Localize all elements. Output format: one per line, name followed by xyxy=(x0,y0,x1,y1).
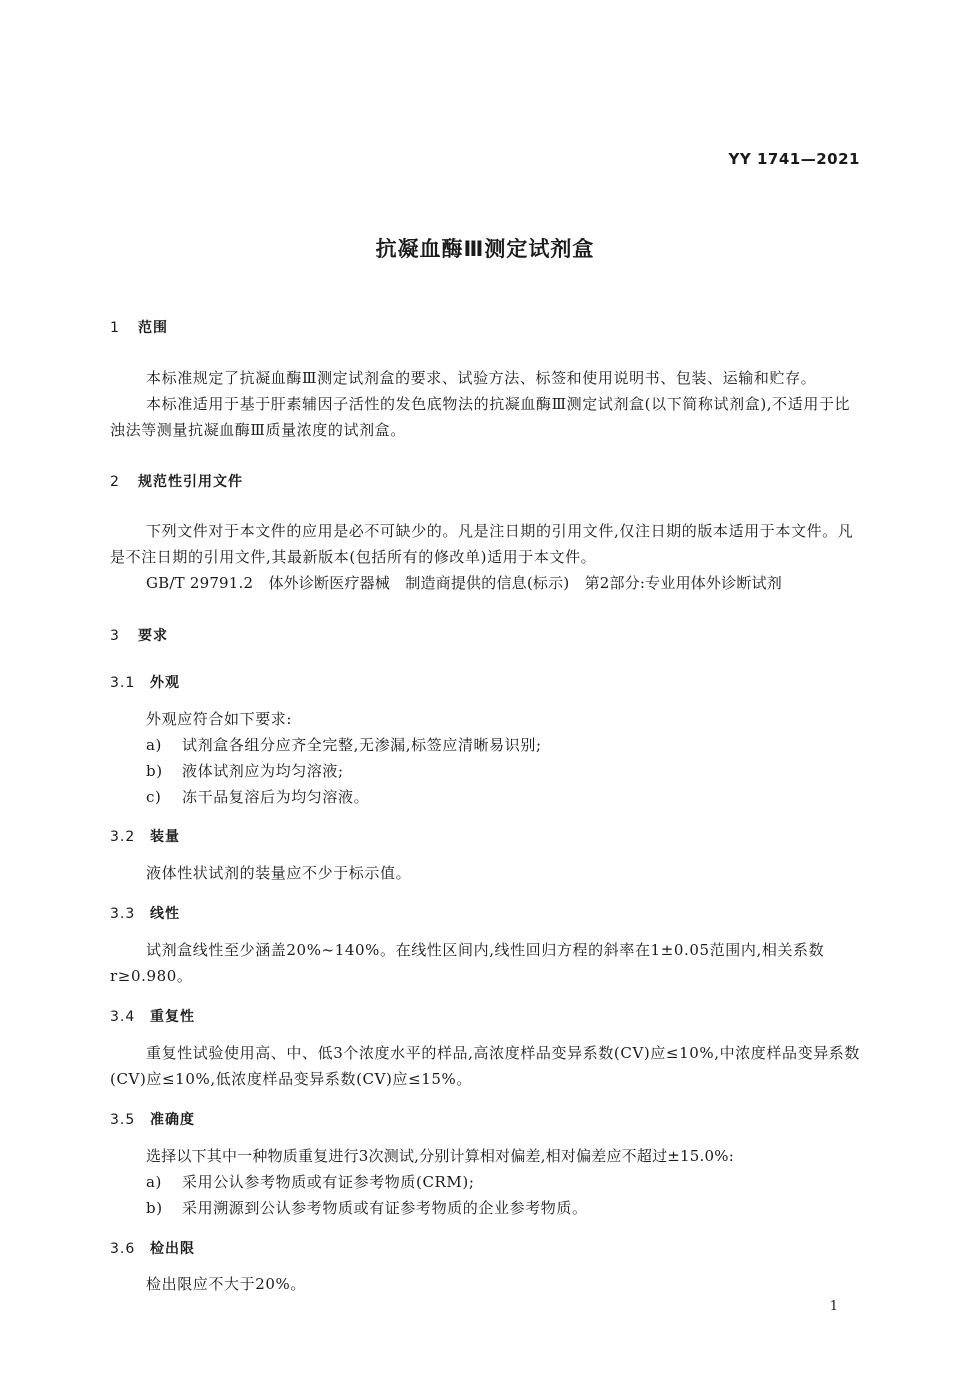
list-marker: a) xyxy=(146,736,162,754)
list-item xyxy=(146,1169,475,1195)
section-title: 范围 xyxy=(138,320,168,336)
section-title: 外观 xyxy=(150,675,180,691)
list-text: 冻干品复溶后为均匀溶液。 xyxy=(182,788,370,806)
subsection-heading-3-5 xyxy=(110,1109,195,1129)
paragraph: 液体性状试剂的装量应不少于标示值。 xyxy=(146,864,412,882)
section-heading-1 xyxy=(110,317,168,337)
section-heading-3 xyxy=(110,625,168,645)
list-marker: c) xyxy=(146,788,162,806)
list-text: 试剂盒各组分应齐全完整,无渗漏,标签应清晰易识别; xyxy=(182,736,542,754)
section-number: 3.2 xyxy=(110,829,136,845)
subsection-heading-3-6 xyxy=(110,1238,195,1258)
paragraph: 检出限应不大于20%。 xyxy=(146,1275,306,1293)
list-item xyxy=(146,758,344,784)
section-number: 3.1 xyxy=(110,675,136,691)
paragraph: 选择以下其中一种物质重复进行3次测试,分别计算相对偏差,相对偏差应不超过±15.0%: xyxy=(146,1147,734,1165)
section-number: 1 xyxy=(110,320,120,336)
document-title: 抗凝血酶Ⅲ测定试剂盒 xyxy=(375,237,595,261)
standard-number: YY 1741—2021 xyxy=(728,150,860,168)
section-title: 重复性 xyxy=(150,1009,195,1025)
section-title: 要求 xyxy=(138,628,168,644)
paragraph: 本标准适用于基于肝素辅因子活性的发色底物法的抗凝血酶Ⅲ测定试剂盒(以下简称试剂盒),不适用于比浊法等测量抗凝血酶Ⅲ质量浓度的试剂盒。 xyxy=(110,395,851,439)
section-number: 3.6 xyxy=(110,1241,136,1257)
paragraph: 外观应符合如下要求: xyxy=(146,710,293,728)
subsection-heading-3-2 xyxy=(110,826,180,846)
subsection-heading-3-3 xyxy=(110,903,180,923)
paragraph: 本标准规定了抗凝血酶Ⅲ测定试剂盒的要求、试验方法、标签和使用说明书、包装、运输和贮存。 xyxy=(146,369,817,387)
section-title: 准确度 xyxy=(150,1112,195,1128)
list-marker: b) xyxy=(146,1199,163,1217)
section-number: 3.4 xyxy=(110,1009,136,1025)
normative-reference: GB/T 29791.2 体外诊断医疗器械 制造商提供的信息(标示) 第2部分:专业用体外诊断试剂 xyxy=(146,574,782,592)
list-text: 采用溯源到公认参考物质或有证参考物质的企业参考物质。 xyxy=(182,1199,588,1217)
section-title: 装量 xyxy=(150,829,180,845)
list-marker: a) xyxy=(146,1173,162,1191)
paragraph: 重复性试验使用高、中、低3个浓度水平的样品,高浓度样品变异系数(CV)应≤10%,中浓度样品变异系数(CV)应≤10%,低浓度样品变异系数(CV)应≤15%。 xyxy=(110,1044,861,1088)
section-number: 3.3 xyxy=(110,906,136,922)
subsection-heading-3-4 xyxy=(110,1006,195,1026)
section-number: 3 xyxy=(110,628,120,644)
paragraph: 试剂盒线性至少涵盖20%~140%。在线性区间内,线性回归方程的斜率在1±0.05范围内,相关系数r≥0.980。 xyxy=(110,941,825,985)
list-item xyxy=(146,1195,588,1221)
section-number: 3.5 xyxy=(110,1112,136,1128)
subsection-heading-3-1 xyxy=(110,672,180,692)
section-title: 线性 xyxy=(150,906,180,922)
list-item xyxy=(146,732,542,758)
section-number: 2 xyxy=(110,474,120,490)
paragraph: 下列文件对于本文件的应用是必不可缺少的。凡是注日期的引用文件,仅注日期的版本适用于本文件。凡是不注日期的引用文件,其最新版本(包括所有的修改单)适用于本文件。 xyxy=(110,522,854,566)
list-marker: b) xyxy=(146,762,163,780)
list-item xyxy=(146,784,369,810)
section-title: 规范性引用文件 xyxy=(138,474,243,490)
list-text: 采用公认参考物质或有证参考物质(CRM); xyxy=(182,1173,475,1191)
list-text: 液体试剂应为均匀溶液; xyxy=(182,762,344,780)
section-title: 检出限 xyxy=(150,1241,195,1257)
section-heading-2 xyxy=(110,471,243,491)
page-number: 1 xyxy=(829,1299,838,1314)
